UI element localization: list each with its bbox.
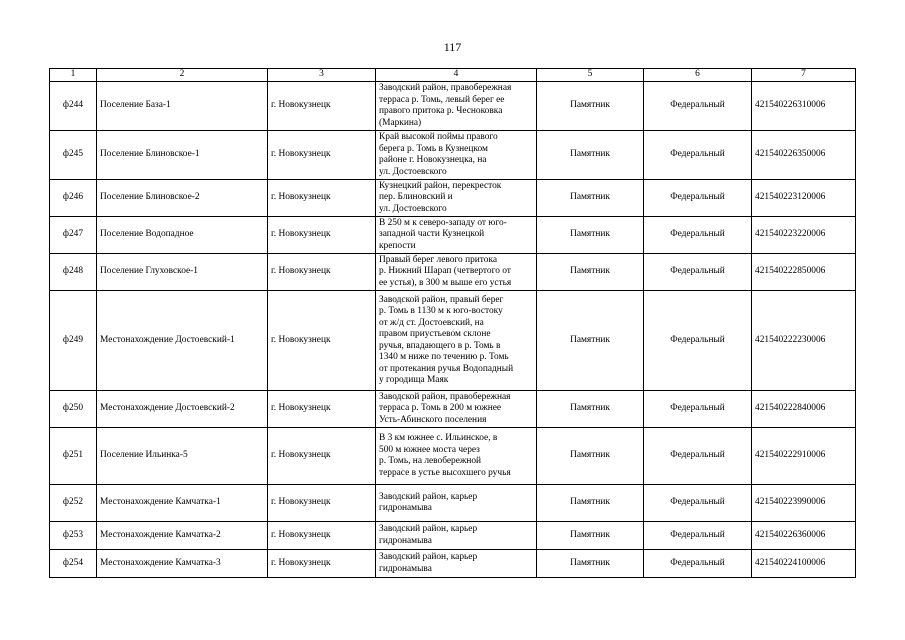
- row-number-cell: ф248: [50, 254, 97, 291]
- table-row: [50, 82, 856, 131]
- location-line: 500 м южнее моста через: [379, 444, 480, 455]
- city-cell: г. Новокузнецк: [268, 428, 376, 485]
- location-line: Заводской район, правый берег: [379, 294, 504, 305]
- location-cell: [376, 82, 537, 131]
- location-cell: [376, 217, 537, 254]
- object-type-cell: Памятник: [537, 550, 644, 578]
- object-name-cell: Поселение Водопадное: [97, 217, 268, 254]
- location-line: правого притока р. Чесноковка: [379, 106, 503, 116]
- location-line: 1340 м ниже по течению р. Томь: [379, 352, 509, 362]
- object-type-cell: Памятник: [537, 254, 644, 291]
- object-type-cell: Памятник: [537, 522, 644, 550]
- object-name-cell: Местонахождение Камчатка-2: [97, 522, 268, 550]
- table-row: [50, 485, 856, 522]
- object-type-cell: Памятник: [537, 180, 644, 217]
- location-line: Правый берег левого притока: [379, 254, 498, 265]
- location-line: (Маркина): [379, 117, 422, 128]
- location-line: ул. Достоевского: [379, 166, 447, 177]
- location-cell: [376, 485, 537, 522]
- registry-number-cell: 421540223990006: [752, 485, 856, 522]
- table-row: [50, 254, 856, 291]
- location-line: районе г. Новокузнецка, на: [379, 155, 487, 165]
- object-name-cell: Поселение Ильинка-5: [97, 428, 268, 485]
- city-cell: г. Новокузнецк: [268, 522, 376, 550]
- category-cell: Федеральный: [644, 428, 752, 485]
- column-header: 6: [644, 69, 752, 82]
- object-type-cell: Памятник: [537, 428, 644, 485]
- object-name-cell: Местонахождение Камчатка-1: [97, 485, 268, 522]
- location-cell: [376, 522, 537, 550]
- category-cell: Федеральный: [644, 391, 752, 428]
- city-cell: г. Новокузнецк: [268, 391, 376, 428]
- table-row: [50, 217, 856, 254]
- location-line: р. Томь, на левобережной: [379, 456, 482, 466]
- registry-number-cell: 421540226350006: [752, 131, 856, 180]
- object-name-cell: Местонахождение Камчатка-3: [97, 550, 268, 578]
- registry-number-cell: 421540222230006: [752, 291, 856, 391]
- location-cell: [376, 180, 537, 217]
- heritage-registry-table: [49, 68, 856, 578]
- city-cell: г. Новокузнецк: [268, 254, 376, 291]
- registry-number-cell: 421540223220006: [752, 217, 856, 254]
- table-row: [50, 131, 856, 180]
- category-cell: Федеральный: [644, 82, 752, 131]
- row-number-cell: ф251: [50, 428, 97, 485]
- registry-number-cell: 421540222850006: [752, 254, 856, 291]
- category-cell: Федеральный: [644, 522, 752, 550]
- location-line: гидронамыва: [379, 535, 432, 546]
- object-name-cell: Местонахождение Достоевский-2: [97, 391, 268, 428]
- table-row: [50, 522, 856, 550]
- location-line: ее устья), в 300 м выше его устья: [379, 277, 512, 288]
- location-line: Заводской район, правобережная: [379, 391, 511, 402]
- registry-number-cell: 421540224100006: [752, 550, 856, 578]
- column-header: 7: [752, 69, 856, 82]
- row-number-cell: ф246: [50, 180, 97, 217]
- column-header: 3: [268, 69, 376, 82]
- object-type-cell: Памятник: [537, 291, 644, 391]
- city-cell: г. Новокузнецк: [268, 550, 376, 578]
- column-header: 1: [50, 69, 97, 82]
- location-cell: [376, 254, 537, 291]
- column-header: 4: [376, 69, 537, 82]
- location-line: Заводский район, карьер: [379, 491, 478, 502]
- object-type-cell: Памятник: [537, 217, 644, 254]
- city-cell: г. Новокузнецк: [268, 180, 376, 217]
- location-line: В 3 км южнее с. Ильинское, в: [379, 433, 498, 443]
- location-line: западной части Кузнецкой: [379, 229, 485, 240]
- category-cell: Федеральный: [644, 485, 752, 522]
- table-row: [50, 291, 856, 391]
- location-line: берега р. Томь в Кузнецком: [379, 143, 488, 154]
- row-number-cell: ф247: [50, 217, 97, 254]
- location-cell: [376, 550, 537, 578]
- city-cell: г. Новокузнецк: [268, 291, 376, 391]
- object-name-cell: Поселение Блиновское-2: [97, 180, 268, 217]
- location-line: ул. Достоевского: [379, 203, 447, 214]
- row-number-cell: ф244: [50, 82, 97, 131]
- table-row: [50, 180, 856, 217]
- row-number-cell: ф252: [50, 485, 97, 522]
- location-line: от протекания ручья Водопадный: [379, 363, 514, 374]
- location-line: Усть-Абинского поселения: [379, 414, 487, 425]
- location-line: Заводский район, правобережная: [379, 83, 512, 93]
- location-line: Заводский район, карьер: [379, 524, 478, 534]
- location-line: правом приустьевом склоне: [379, 329, 491, 339]
- row-number-cell: ф249: [50, 291, 97, 391]
- category-cell: Федеральный: [644, 550, 752, 578]
- object-type-cell: Памятник: [537, 131, 644, 180]
- category-cell: Федеральный: [644, 217, 752, 254]
- category-cell: Федеральный: [644, 131, 752, 180]
- location-line: у городища Маяк: [379, 375, 449, 385]
- object-name-cell: Поселение Глуховское-1: [97, 254, 268, 291]
- category-cell: Федеральный: [644, 254, 752, 291]
- location-line: Кузнецкий район, перекресток: [379, 180, 502, 191]
- table-row: [50, 550, 856, 578]
- row-number-cell: ф250: [50, 391, 97, 428]
- location-line: гидронамыва: [379, 503, 432, 513]
- location-line: Заводский район, карьер: [379, 552, 478, 562]
- location-line: гидронамыва: [379, 563, 432, 574]
- location-line: терраса р. Томь в 200 м южнее: [379, 403, 502, 414]
- city-cell: г. Новокузнецк: [268, 82, 376, 131]
- city-cell: г. Новокузнецк: [268, 131, 376, 180]
- column-number-header-row: [50, 69, 856, 82]
- category-cell: Федеральный: [644, 291, 752, 391]
- location-cell: [376, 131, 537, 180]
- category-cell: Федеральный: [644, 180, 752, 217]
- location-line: от ж/д ст. Достоевский, на: [379, 317, 484, 328]
- location-cell: [376, 291, 537, 391]
- city-cell: г. Новокузнецк: [268, 217, 376, 254]
- registry-number-cell: 421540226360006: [752, 522, 856, 550]
- table-row: [50, 391, 856, 428]
- location-line: пер. Блиновский и: [379, 192, 453, 203]
- location-line: р. Томь в 1130 м к юго-востоку: [379, 306, 503, 316]
- location-line: р. Нижний Шарап (четвертого от: [379, 266, 511, 277]
- row-number-cell: ф254: [50, 550, 97, 578]
- registry-number-cell: 421540222910006: [752, 428, 856, 485]
- column-header: 2: [97, 69, 268, 82]
- object-name-cell: Местонахождение Достоевский-1: [97, 291, 268, 391]
- location-line: терраса р. Томь, левый берег ее: [379, 94, 505, 105]
- location-line: крепости: [379, 240, 416, 251]
- location-line: террасе в устье высохшего ручья: [379, 467, 511, 478]
- object-name-cell: Поселение Блиновское-1: [97, 131, 268, 180]
- column-header: 5: [537, 69, 644, 82]
- location-cell: [376, 428, 537, 485]
- location-line: ручья, впадающего в р. Томь в: [379, 340, 501, 351]
- registry-number-cell: 421540223120006: [752, 180, 856, 217]
- row-number-cell: ф245: [50, 131, 97, 180]
- object-name-cell: Поселение База-1: [97, 82, 268, 131]
- page-number: 117: [443, 40, 462, 54]
- location-line: В 250 м к северо-западу от юго-: [379, 217, 507, 228]
- registry-number-cell: 421540226310006: [752, 82, 856, 131]
- location-cell: [376, 391, 537, 428]
- table-row: [50, 428, 856, 485]
- row-number-cell: ф253: [50, 522, 97, 550]
- city-cell: г. Новокузнецк: [268, 485, 376, 522]
- object-type-cell: Памятник: [537, 485, 644, 522]
- object-type-cell: Памятник: [537, 82, 644, 131]
- object-type-cell: Памятник: [537, 391, 644, 428]
- registry-number-cell: 421540222840006: [752, 391, 856, 428]
- location-line: Край высокой поймы правого: [379, 132, 498, 142]
